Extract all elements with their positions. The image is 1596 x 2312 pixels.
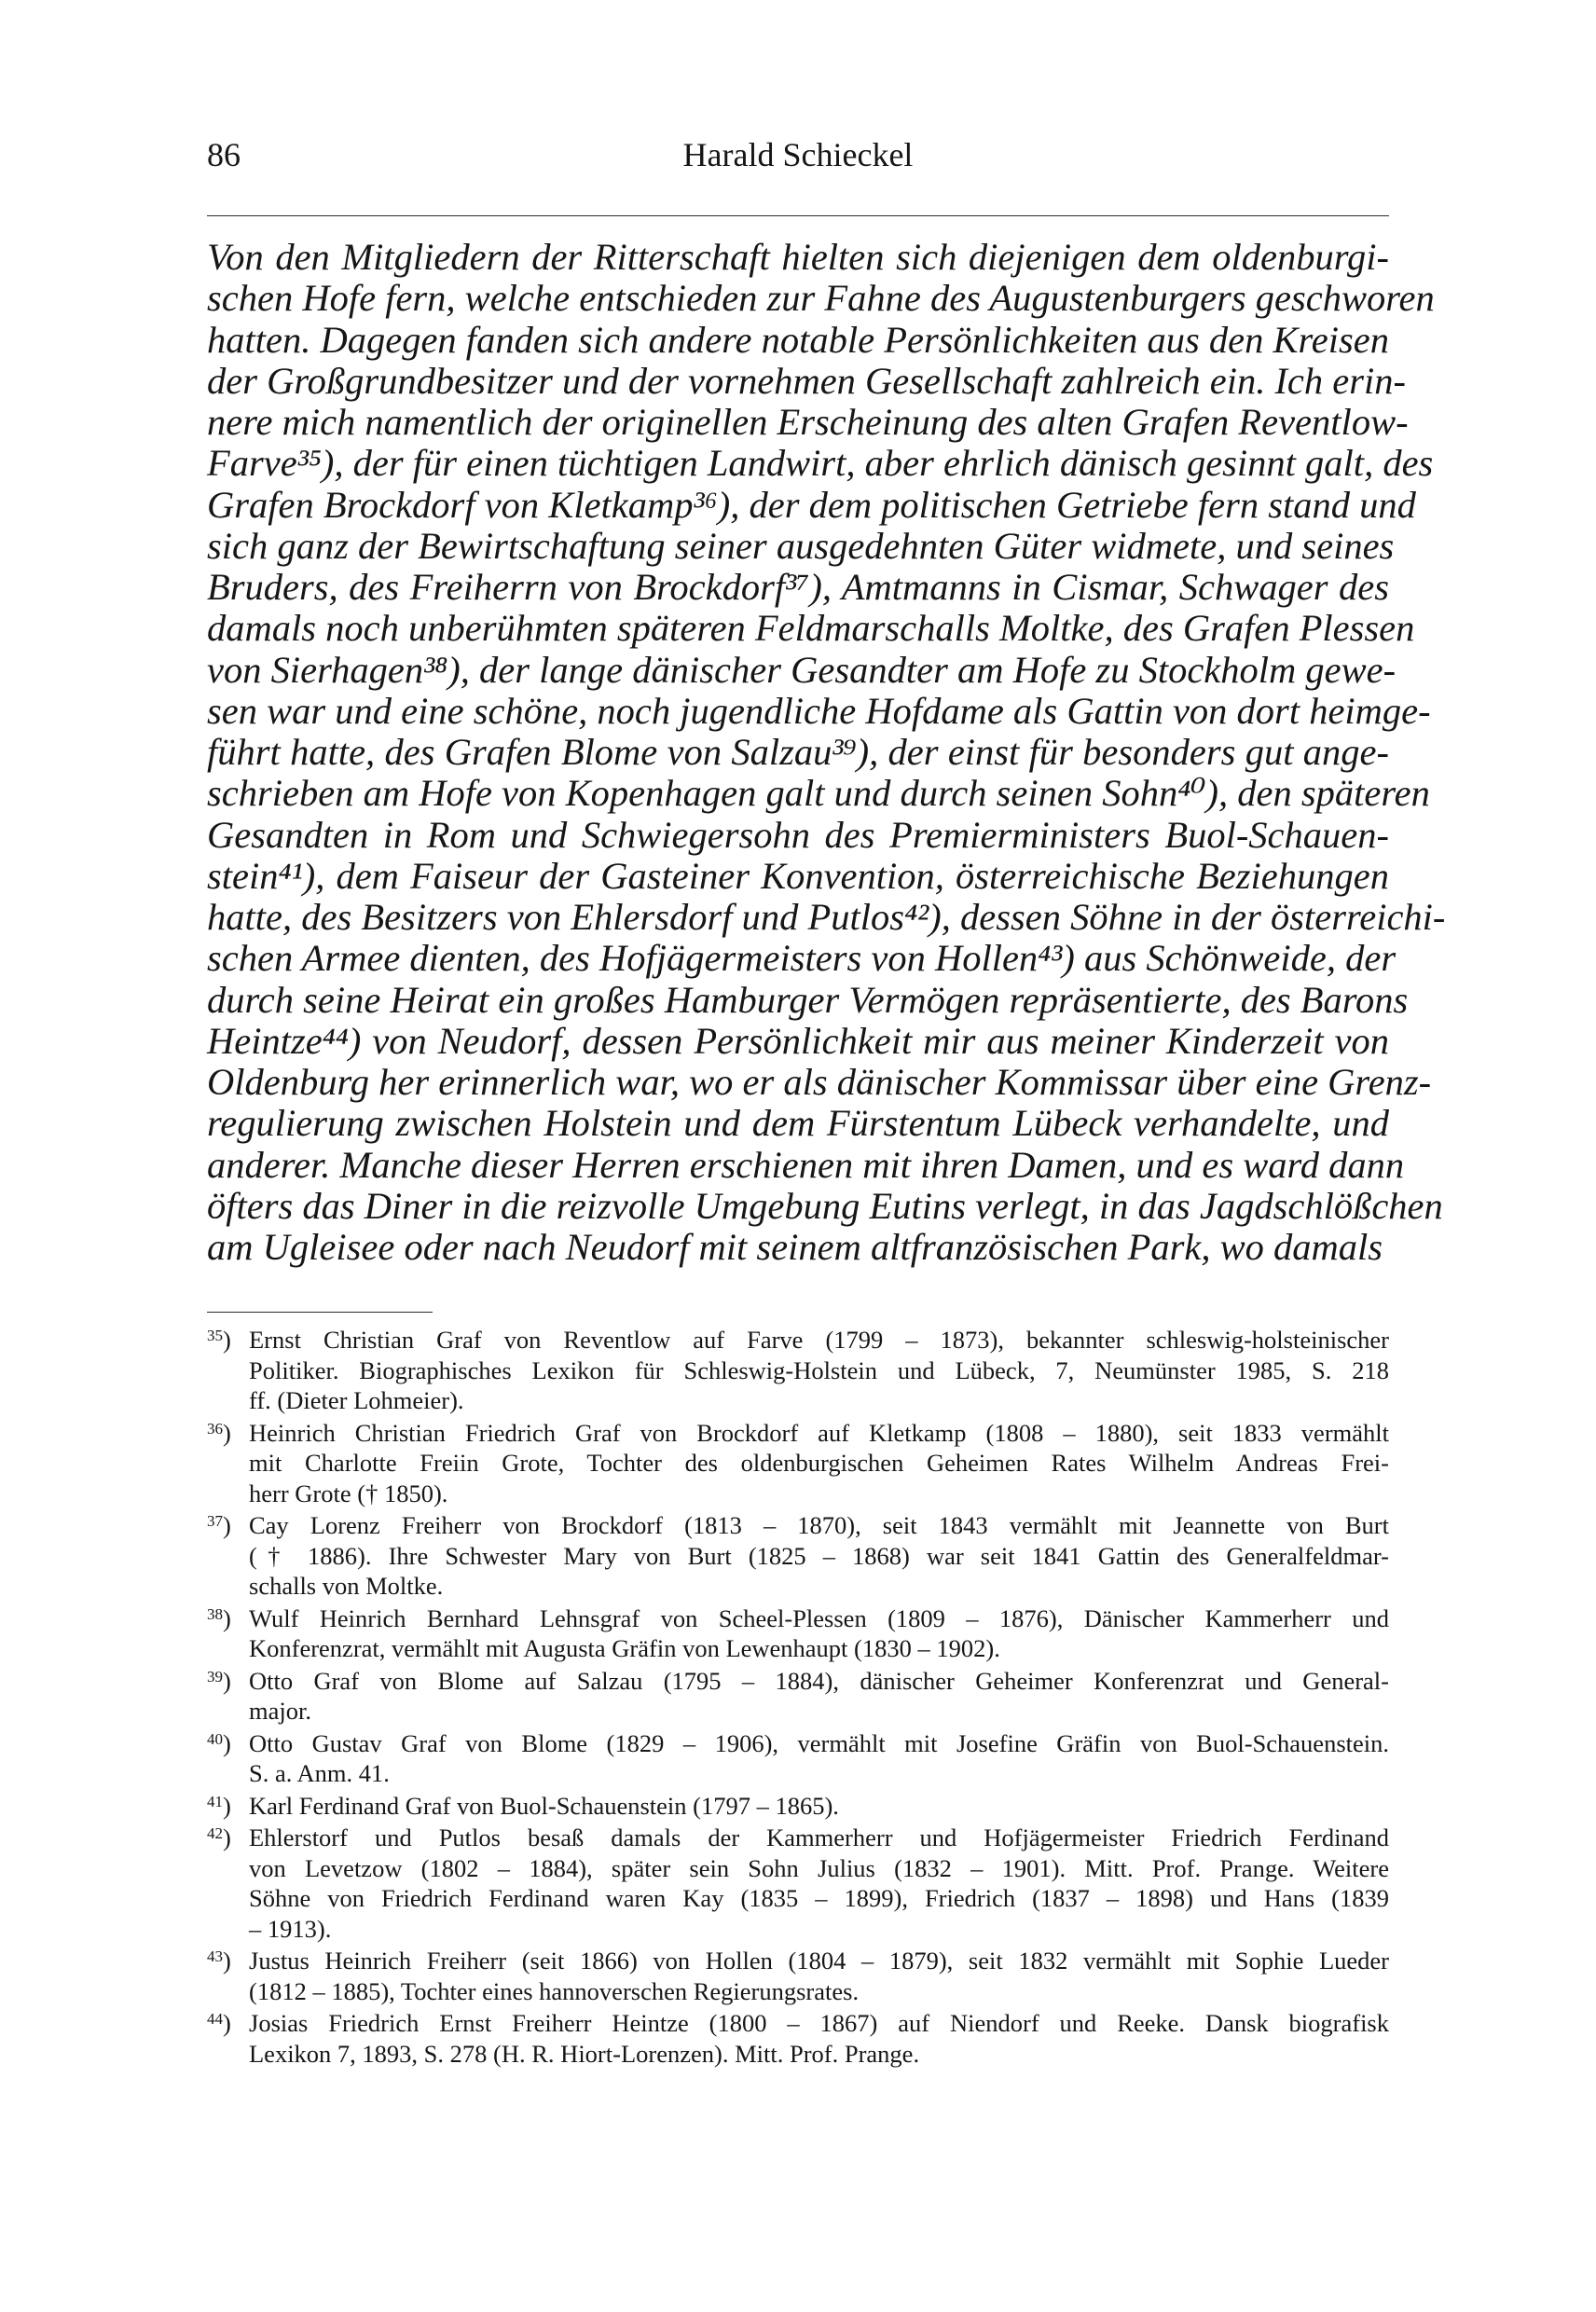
body-line: führt hatte, des Grafen Blome von Salzau³⁹), der einst für besonders gut ange-	[207, 731, 1389, 773]
footnote-line: ff. (Dieter Lohmeier).	[249, 1386, 464, 1414]
page-header	[207, 133, 1389, 186]
footnote-line: mit Charlotte Freiin Grote, Tochter des oldenburgischen Geheimen Rates Wilhelm Andreas Frei-	[249, 1449, 1389, 1477]
footnote	[207, 1666, 1389, 1727]
body-line: Grafen Brockdorf von Kletkamp³⁶), der dem politischen Getriebe fern stand und	[207, 483, 1416, 526]
footnote	[207, 1603, 1389, 1664]
body-line: Oldenburg her erinnerlich war, wo er als dänischer Kommissar über eine Grenz-	[207, 1061, 1432, 1103]
footnote-marker: $^{35}$)	[207, 1326, 231, 1354]
footnote-line: Josias Friedrich Ernst Freiherr Heintze (1800 – 1867) auf Niendorf und Reeke. Dansk biografisk	[249, 2009, 1389, 2037]
footnote-line: major.	[249, 1697, 311, 1725]
body-line: stein⁴¹), dem Faiseur der Gasteiner Konvention, österreichische Beziehungen	[207, 854, 1389, 897]
body-line: nere mich namentlich der originellen Erscheinung des alten Grafen Reventlow-	[207, 401, 1409, 443]
footnote-line: Konferenzrat, vermählt mit Augusta Gräfin von Lewenhaupt (1830 – 1902).	[249, 1634, 1000, 1662]
footnote-line: Otto Gustav Graf von Blome (1829 – 1906), vermählt mit Josefine Gräfin von Buol-Schauenstein.	[249, 1728, 1389, 1757]
body-line: anderer. Manche dieser Herren erschienen mit ihren Damen, und es ward dann	[207, 1143, 1405, 1186]
body-line: schen Hofe fern, welche entschieden zur Fahne des Augustenburgers geschworen	[207, 277, 1435, 320]
footnote-marker: $^{39}$)	[207, 1666, 231, 1695]
footnote-number: 39	[207, 1667, 223, 1686]
body-line: Bruders, des Freiherrn von Brockdorf³⁷), Amtmanns in Cismar, Schwager des	[207, 566, 1389, 608]
footnote-line: Cay Lorenz Freiherr von Brockdorf (1813 – 1870), seit 1843 vermählt mit Jeannette von Burt	[249, 1511, 1389, 1539]
footnote-line: Ernst Christian Graf von Reventlow auf Farve (1799 – 1873), bekannter schleswig-holsteinischer	[249, 1326, 1389, 1354]
body-line: damals noch unberühmten späteren Feldmarschalls Moltke, des Grafen Plessen	[207, 607, 1415, 650]
footnote-line: herr Grote († 1850).	[249, 1479, 448, 1507]
header-rule	[207, 215, 1389, 216]
footnote-line: Otto Graf von Blome auf Salzau (1795 – 1884), dänischer Geheimer Konferenzrat und General-	[249, 1666, 1389, 1695]
body-line: schen Armee dienten, des Hofjägermeisters von Hollen⁴³) aus Schönweide, der	[207, 937, 1396, 980]
footnote	[207, 1418, 1389, 1509]
footnote	[207, 1823, 1389, 1944]
footnote-marker: $^{41}$)	[207, 1791, 231, 1820]
footnote-separator	[207, 1312, 433, 1313]
body-line: öfters das Diner in die reizvolle Umgebung Eutins verlegt, in das Jagdschlößchen	[207, 1184, 1443, 1227]
body-line: sich ganz der Bewirtschaftung seiner ausgedehnten Güter widmete, und seines	[207, 524, 1395, 567]
body-line: durch seine Heirat ein großes Hamburger Vermögen repräsentierte, des Barons	[207, 978, 1409, 1021]
footnote-marker: $^{38}$)	[207, 1603, 231, 1632]
footnote	[207, 1728, 1389, 1789]
body-line: regulierung zwischen Holstein und dem Fürstentum Lübeck verhandelte, und	[207, 1102, 1389, 1145]
running-head-author: Harald Schieckel	[682, 136, 914, 173]
footnote-line: – 1913).	[249, 1914, 332, 1943]
page-number: 86	[207, 136, 241, 173]
footnote-line: (1812 – 1885), Tochter eines hannoverschen Regierungsrates.	[249, 1976, 860, 2005]
footnote-marker: $^{43}$)	[207, 1947, 231, 1975]
footnote-line: Heinrich Christian Friedrich Graf von Brockdorf auf Kletkamp (1808 – 1880), seit 1833 vermählt	[249, 1418, 1389, 1447]
footnote-line: († 1886). Ihre Schwester Mary von Burt (1825 – 1868) war seit 1841 Gattin des Generalfeldmar-	[249, 1541, 1389, 1570]
body-line: Gesandten in Rom und Schwiegersohn des Premierministers Buol-Schauen-	[207, 813, 1389, 856]
footnote-line: von Levetzow (1802 – 1884), später sein Sohn Julius (1832 – 1901). Mitt. Prof. Prange. Weitere	[249, 1853, 1389, 1882]
body-line: sen war und eine schöne, noch jugendliche Hofdame als Gattin von dort heimge-	[207, 689, 1431, 732]
footnote-number: 40	[207, 1729, 223, 1748]
footnote-number: 41	[207, 1792, 223, 1810]
footnote-number: 43	[207, 1947, 223, 1965]
footnote-line: Karl Ferdinand Graf von Buol-Schauenstein (1797 – 1865).	[249, 1791, 839, 1820]
main-text	[207, 236, 1446, 1268]
body-line: am Ugleisee oder nach Neudorf mit seinem altfranzösischen Park, wo damals	[207, 1226, 1383, 1268]
footnote	[207, 1325, 1389, 1416]
footnote-line: S. a. Anm. 41.	[249, 1759, 390, 1787]
footnote-marker: $^{40}$)	[207, 1728, 231, 1757]
footnote-line: schalls von Moltke.	[249, 1572, 444, 1600]
footnote	[207, 1946, 1389, 2006]
footnote-line: Ehlerstorf und Putlos besaß damals der Kammerherr und Hofjägermeister Friedrich Ferdinand	[249, 1823, 1389, 1851]
body-line: der Großgrundbesitzer und der vornehmen Gesellschaft zahlreich ein. Ich erin-	[207, 359, 1407, 402]
footnote-marker: $^{42}$)	[207, 1823, 231, 1851]
body-line: Farve³⁵), der für einen tüchtigen Landwirt, aber ehrlich dänisch gesinnt galt, des	[207, 442, 1434, 485]
body-line: hatten. Dagegen fanden sich andere notable Persönlichkeiten aus den Kreisen	[207, 318, 1389, 361]
footnotes	[207, 1325, 1389, 2071]
footnote-number: 38	[207, 1604, 223, 1623]
footnote-number: 37	[207, 1512, 223, 1530]
body-line: Von den Mitgliedern der Ritterschaft hielten sich diejenigen dem oldenburgi-	[207, 236, 1389, 278]
footnote-line: Wulf Heinrich Bernhard Lehnsgraf von Scheel-Plessen (1809 – 1876), Dänischer Kammerherr und	[249, 1603, 1389, 1632]
footnote-number: 42	[207, 1824, 223, 1842]
footnote-line: Justus Heinrich Freiherr (seit 1866) von Hollen (1804 – 1879), seit 1832 vermählt mit Sophie Lueder	[249, 1947, 1389, 1975]
footnote-number: 35	[207, 1327, 223, 1344]
footnote-marker: $^{36}$)	[207, 1418, 231, 1447]
body-line: hatte, des Besitzers von Ehlersdorf und Putlos⁴²), dessen Söhne in der österreichi-	[207, 896, 1446, 938]
footnote-line: Lexikon 7, 1893, S. 278 (H. R. Hiort-Lorenzen). Mitt. Prof. Prange.	[249, 2039, 920, 2068]
body-line: Heintze⁴⁴) von Neudorf, dessen Persönlichkeit mir aus meiner Kinderzeit von	[207, 1019, 1389, 1062]
footnote	[207, 2008, 1389, 2069]
footnote-marker: $^{44}$)	[207, 2009, 231, 2037]
body-line: schrieben am Hofe von Kopenhagen galt und durch seinen Sohn⁴⁰), den späteren	[207, 772, 1430, 815]
footnote-line: Politiker. Biographisches Lexikon für Schleswig-Holstein und Lübeck, 7, Neumünster 1985, S. 218	[249, 1356, 1389, 1384]
footnote-number: 36	[207, 1419, 223, 1438]
body-line: von Sierhagen³⁸), der lange dänischer Gesandter am Hofe zu Stockholm gewe-	[207, 648, 1396, 691]
footnote	[207, 1510, 1389, 1602]
footnote	[207, 1791, 1389, 1822]
footnote-line: Söhne von Friedrich Ferdinand waren Kay (1835 – 1899), Friedrich (1837 – 1898) und Hans (1839	[249, 1884, 1389, 1912]
footnote-marker: $^{37}$)	[207, 1511, 231, 1539]
footnote-number: 44	[207, 2010, 223, 2028]
